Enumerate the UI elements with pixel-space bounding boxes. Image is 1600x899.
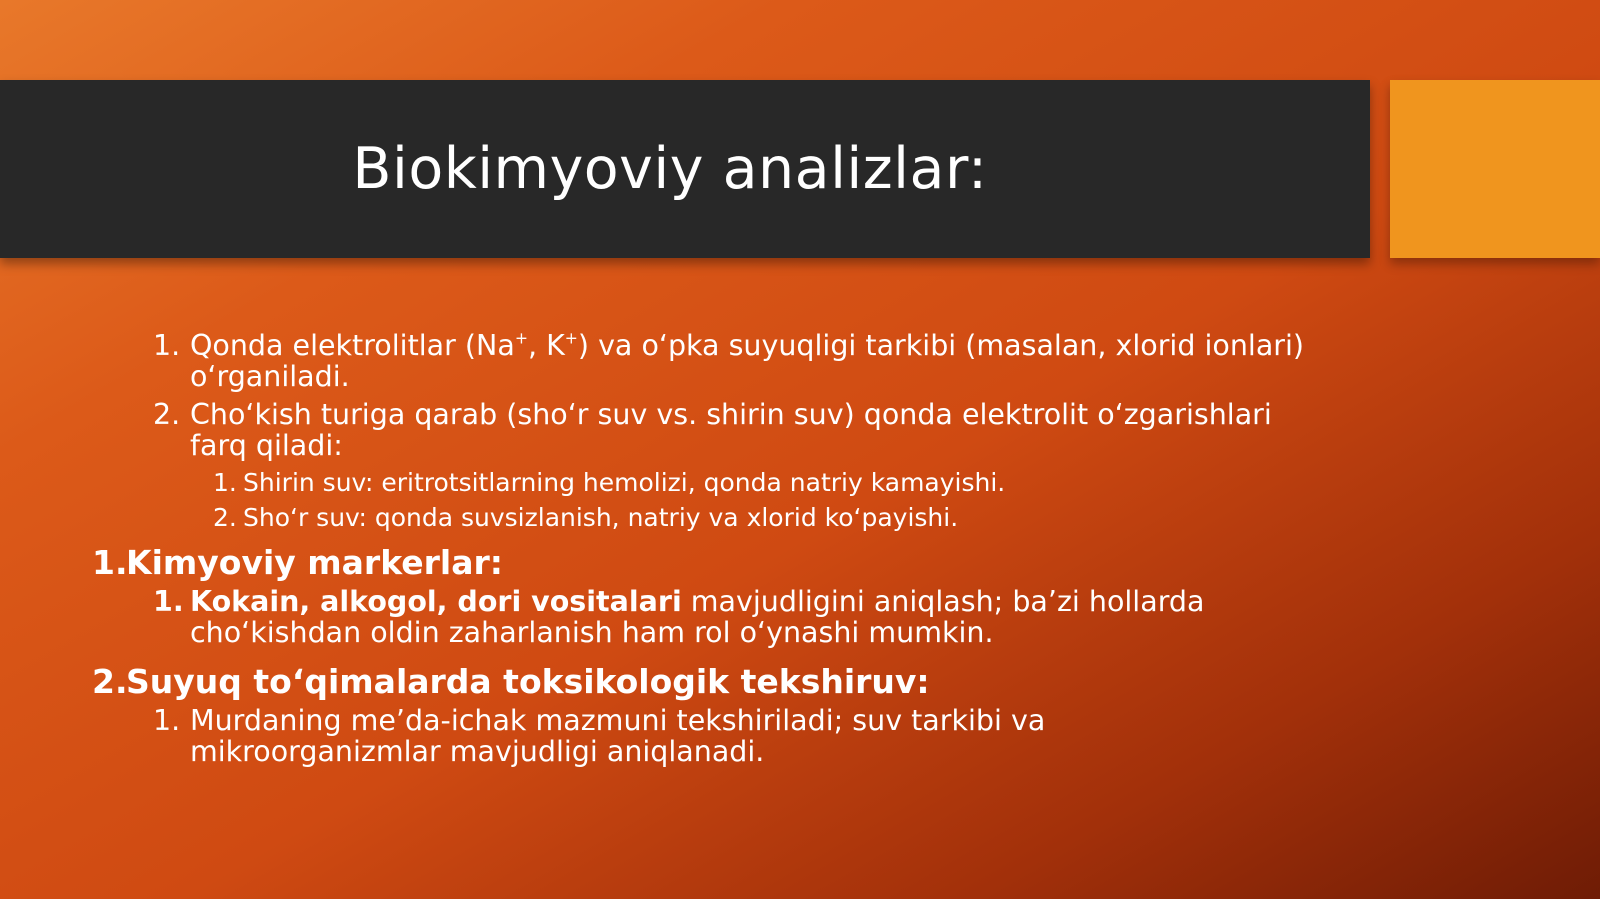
list-item-text: farq qiladi: [190, 429, 343, 462]
superscript: + [564, 328, 578, 348]
sub-list-item [213, 502, 958, 533]
list-item [153, 330, 1304, 392]
list-item-text: Cho‘kish turiga qarab (sho‘r suv vs. shirin suv) qonda elektrolit o‘zgarishlari [190, 398, 1272, 431]
list-item-text: Shirin suv: eritrotsitlarning hemolizi, qonda natriy kamayishi. [243, 468, 1006, 497]
section-heading-text: Suyuq to‘qimalarda toksikologik tekshiruv: [126, 662, 930, 701]
slide-title: Biokimyoviy analizlar: [352, 136, 988, 202]
list-number: 1. [153, 329, 181, 362]
list-item-text: mavjudligini aniqlash; ba’zi hollarda [681, 585, 1205, 618]
list-item [153, 586, 1204, 648]
list-item-text: mikroorganizmlar mavjudligi aniqlanadi. [190, 735, 765, 768]
list-number: 1. [153, 704, 181, 737]
list-item-text: cho‘kishdan oldin zaharlanish ham rol o‘ynashi mumkin. [190, 616, 994, 649]
accent-box [1390, 80, 1600, 258]
section-number: 1. [92, 543, 128, 582]
section-heading [92, 663, 930, 701]
list-item-text: Sho‘r suv: qonda suvsizlanish, natriy va xlorid ko‘payishi. [243, 503, 959, 532]
list-item-text: Murdaning me’da-ichak mazmuni tekshiriladi; suv tarkibi va [190, 704, 1046, 737]
list-item [153, 705, 1045, 767]
list-item [153, 399, 1272, 461]
list-item-text: ) va o‘pka suyuqligi tarkibi (masalan, xlorid ionlari) [577, 329, 1305, 362]
list-number: 2. [213, 503, 237, 532]
list-item-text: , K [527, 329, 565, 362]
section-heading [92, 544, 503, 582]
list-item-text: Qonda elektrolitlar (Na [190, 329, 515, 362]
list-number: 1. [213, 468, 237, 497]
list-number: 2. [153, 398, 181, 431]
bold-text: Kokain, alkogol, dori vositalari [190, 585, 682, 618]
section-number: 2. [92, 662, 128, 701]
list-number: 1. [153, 585, 184, 618]
sub-list-item [213, 467, 1005, 498]
title-bar [0, 80, 1370, 258]
superscript: + [514, 328, 528, 348]
list-item-text: o‘rganiladi. [190, 360, 350, 393]
section-heading-text: Kimyoviy markerlar: [126, 543, 503, 582]
